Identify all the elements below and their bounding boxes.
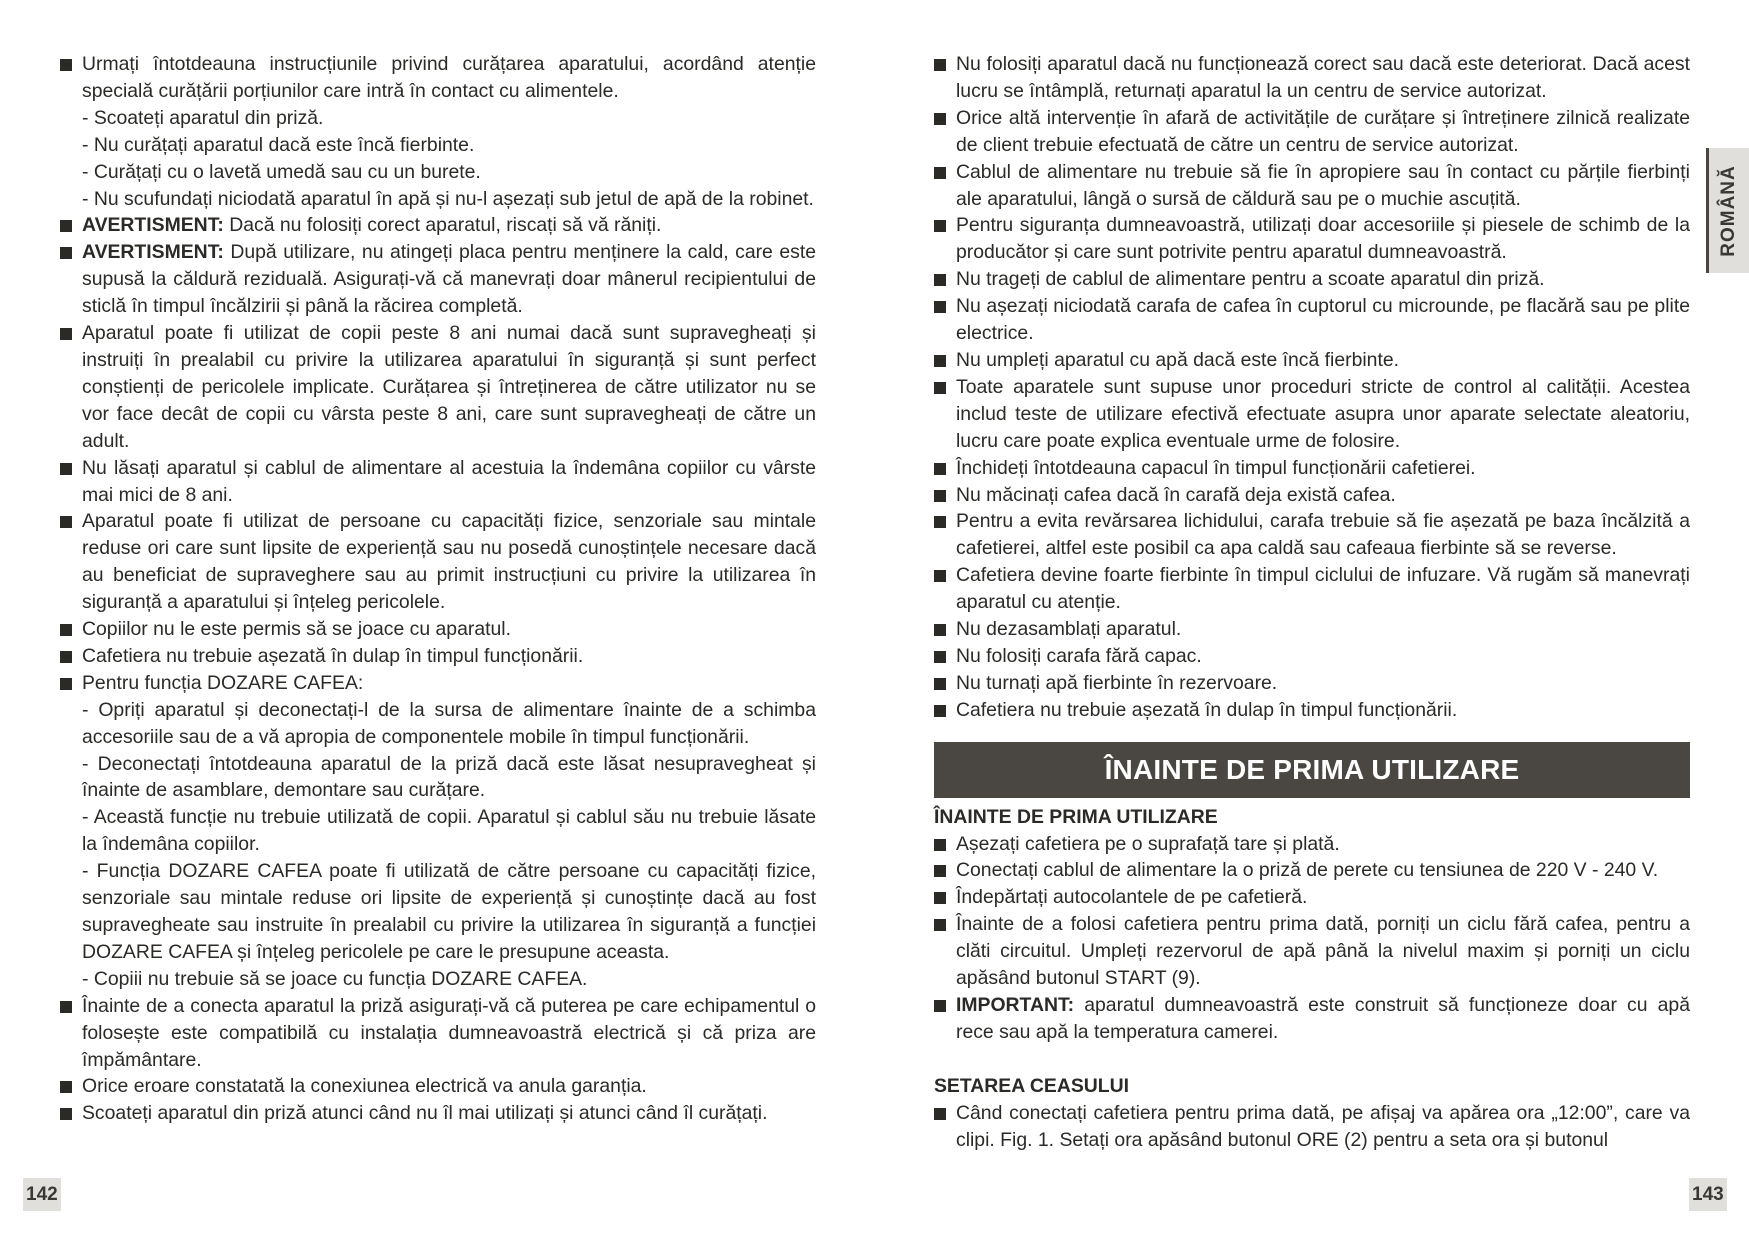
sub-item: - Nu curățați aparatul dacă este încă fierbinte.: [82, 133, 475, 156]
page-number-left: 142: [23, 1178, 61, 1211]
square-bullet-icon: [60, 516, 72, 528]
item-text: Orice altă intervenție în afară de activitățile de curățare și întreținere zilnică realizate de client trebuie efectuată de către un centru de service autorizat.: [956, 106, 1690, 156]
bullet-item: [934, 643, 1690, 670]
left-page-column: [60, 51, 816, 1127]
square-bullet-icon: [934, 919, 946, 931]
bullet-item: [934, 670, 1690, 697]
square-bullet-icon: [934, 274, 946, 286]
square-bullet-icon: [934, 355, 946, 367]
page-number-right: 143: [1689, 1178, 1727, 1211]
item-text: Când conectați cafetiera pentru prima dată, pe afișaj va apărea ora „12:00”, care va clipi. Fig. 1. Setați ora apăsând butonul ORE (2) pentru a seta ora și butonul: [956, 1101, 1690, 1151]
bullet-item: [60, 1100, 816, 1127]
item-text: Nu folosiți carafa fără capac.: [956, 644, 1202, 667]
item-text: Urmați întotdeauna instrucțiunile privind curățarea aparatului, acordând atenție specială curățării porțiunilor care intră în contact cu alimentele.: [82, 53, 816, 102]
square-bullet-icon: [934, 113, 946, 125]
item-text: După utilizare, nu atingeți placa pentru menținere la cald, care este supusă la căldură reziduală. Asigurați-vă că manevrați doar mânerul recipientului de sticlă în timpul încălzirii și până la răcirea completă.: [82, 241, 816, 318]
bullet-item: [934, 51, 1690, 105]
sub-item: - Curățați cu o lavetă umedă sau cu un burete.: [82, 160, 481, 183]
bullet-item: [934, 212, 1690, 266]
square-bullet-icon: [934, 839, 946, 851]
bullet-item: [60, 1073, 816, 1100]
subheading-before-first-use: ÎNAINTE DE PRIMA UTILIZARE: [934, 805, 1218, 828]
bullet-item: [934, 1100, 1690, 1154]
bullet-item: [934, 697, 1690, 724]
square-bullet-icon: [934, 516, 946, 528]
bullet-item: [934, 482, 1690, 509]
subheading-clock-setting: SETAREA CEASULUI: [934, 1074, 1129, 1097]
item-text: Conectați cablul de alimentare la o priză de perete cu tensiunea de 220 V - 240 V.: [956, 859, 1659, 882]
item-text: Nu așezați niciodată carafa de cafea în cuptorul cu microunde, pe flacără sau pe plite electrice.: [956, 295, 1690, 345]
bullet-item: [934, 293, 1690, 347]
item-text: Nu trageți de cablul de alimentare pentru a scoate aparatul din priză.: [956, 268, 1545, 291]
bullet-item: [60, 455, 816, 509]
sub-item: - Scoateți aparatul din priză.: [82, 106, 324, 129]
item-text: Pentru siguranța dumneavoastră, utilizați doar accesoriile și piesele de schimb de la producător și care sunt potrivite pentru aparatul dumneavoastră.: [956, 214, 1690, 264]
item-text: Cablul de alimentare nu trebuie să fie în apropiere sau în contact cu părțile fierbinți ale aparatului, lângă o sursă de căldură sau pe o muchie ascuțită.: [956, 160, 1690, 210]
right-page-column: [934, 51, 1690, 1154]
square-bullet-icon: [60, 328, 72, 340]
square-bullet-icon: [934, 301, 946, 313]
square-bullet-icon: [934, 59, 946, 71]
square-bullet-icon: [934, 382, 946, 394]
square-bullet-icon: [60, 247, 72, 259]
bullet-item: [60, 670, 816, 697]
bullet-item: [934, 374, 1690, 455]
square-bullet-icon: [934, 651, 946, 663]
square-bullet-icon: [934, 490, 946, 502]
square-bullet-icon: [934, 1108, 946, 1120]
warning-label: AVERTISMENT:: [82, 214, 224, 237]
item-text: Înainte de a conecta aparatul la priză asigurați-vă că puterea pe care echipamentul o folosește este compatibilă cu instalația dumneavoastră electrică și că priza are împământare.: [82, 994, 816, 1071]
item-text: Nu turnați apă fierbinte în rezervoare.: [956, 671, 1278, 694]
sub-item: - Opriți aparatul și deconectați-l de la sursa de alimentare înainte de a schimba accesoriile sau de a vă apropia de componentele mobile în timpul funcționării.: [82, 698, 816, 748]
first-use-list: [934, 831, 1690, 1046]
sub-item: - Nu scufundați niciodată aparatul în apă și nu-l așezați sub jetul de apă de la robinet.: [82, 187, 814, 210]
sub-item: - Deconectați întotdeauna aparatul de la priză dacă este lăsat nesupravegheat și înainte de asamblare, demontare sau curățare.: [82, 752, 816, 802]
item-text: Dacă nu folosiți corect aparatul, riscați să vă răniți.: [223, 214, 662, 237]
item-text: Așezați cafetiera pe o suprafață tare și plată.: [956, 832, 1340, 855]
square-bullet-icon: [60, 463, 72, 475]
item-text: Aparatul poate fi utilizat de persoane cu capacități fizice, senzoriale sau mintale reduse ori care sunt lipsite de experiență sau nu posedă cunoștințele necesare dacă au beneficiat de supraveghere sau au primit instrucțiuni cu privire la utilizarea în siguranță a aparatului și înțeleg pericolele.: [82, 510, 816, 614]
square-bullet-icon: [60, 220, 72, 232]
square-bullet-icon: [60, 678, 72, 690]
item-text: Toate aparatele sunt supuse unor proceduri stricte de control al calității. Acestea includ teste de utilizare efectivă efectuate asupra unor aparate selectate aleatoriu, lucru care poate explica eventuale urme de folosire.: [956, 375, 1690, 452]
clock-setting-list: [934, 1100, 1690, 1154]
bullet-item: [934, 831, 1690, 858]
item-text: Pentru a evita revărsarea lichidului, carafa trebuie să fie așezată pe baza încălzită a cafetierei, altfel este posibil ca apa caldă sau cafeaua fierbinte să se reverse.: [956, 510, 1690, 560]
item-text: Cafetiera nu trebuie așezată în dulap în timpul funcționării.: [956, 698, 1458, 721]
square-bullet-icon: [934, 678, 946, 690]
bullet-item: [934, 992, 1690, 1046]
square-bullet-icon: [934, 167, 946, 179]
bullet-item: [60, 239, 816, 320]
item-text: Nu umpleți aparatul cu apă dacă este încă fierbinte.: [956, 348, 1400, 371]
square-bullet-icon: [934, 892, 946, 904]
bullet-item: [934, 911, 1690, 992]
warning-label: AVERTISMENT:: [82, 241, 224, 264]
section-banner: ÎNAINTE DE PRIMA UTILIZARE: [934, 742, 1690, 798]
item-text: aparatul dumneavoastră este construit să funcționeze doar cu apă rece sau apă la temperatura camerei.: [956, 994, 1690, 1043]
square-bullet-icon: [60, 1001, 72, 1013]
bullet-item: [934, 562, 1690, 616]
bullet-item: [934, 616, 1690, 643]
bullet-item: [934, 347, 1690, 374]
item-text: Copiilor nu le este permis să se joace cu aparatul.: [82, 618, 511, 641]
square-bullet-icon: [934, 220, 946, 232]
item-text: Înainte de a folosi cafetiera pentru prima dată, porniți un ciclu fără cafea, pentru a clăti circuitul. Umpleți rezervorul de apă până la nivelul maxim și porniți un ciclu apăsând butonul START (9).: [956, 913, 1690, 990]
sub-item: - Copiii nu trebuie să se joace cu funcția DOZARE CAFEA.: [82, 967, 588, 990]
item-text: Nu măcinați cafea dacă în carafă deja există cafea.: [956, 483, 1396, 506]
square-bullet-icon: [934, 624, 946, 636]
warning-label: IMPORTANT:: [956, 994, 1075, 1016]
item-text: Scoateți aparatul din priză atunci când nu îl mai utilizați și atunci când îl curățați.: [82, 1102, 768, 1125]
bullet-item: [60, 993, 816, 1074]
square-bullet-icon: [934, 570, 946, 582]
item-text: Nu dezasamblați aparatul.: [956, 618, 1182, 641]
square-bullet-icon: [60, 624, 72, 636]
bullet-item: [934, 159, 1690, 213]
bullet-item: [934, 884, 1690, 911]
item-text: Cafetiera devine foarte fierbinte în timpul ciclului de infuzare. Vă rugăm să manevrați aparatul cu atenție.: [956, 564, 1690, 614]
safety-list: [934, 51, 1690, 724]
item-text: Nu lăsați aparatul și cablul de alimentare al acestuia la îndemâna copiilor cu vârste mai mici de 8 ani.: [82, 456, 816, 506]
item-text: Pentru funcția DOZARE CAFEA:: [82, 671, 364, 694]
square-bullet-icon: [934, 705, 946, 717]
bullet-item: [934, 455, 1690, 482]
item-text: Aparatul poate fi utilizat de copii peste 8 ani numai dacă sunt supravegheați și instruiți în prealabil cu privire la utilizarea aparatului în siguranță și sunt perfect conștienți de pericolele implicate. Curățarea și întreținerea de către utilizator nu se vor face decât de copii cu vârsta peste 8 ani, care sunt supravegheați de către un adult.: [82, 322, 816, 452]
square-bullet-icon: [60, 1081, 72, 1093]
item-text: Îndepărtați autocolantele de pe cafetieră.: [956, 886, 1308, 909]
language-tab-label: ROMÂNĂ: [1718, 164, 1739, 257]
item-text: Nu folosiți aparatul dacă nu funcționează corect sau dacă este deteriorat. Dacă acest lucru se întâmplă, returnați aparatul la un centru de service autorizat.: [956, 53, 1690, 102]
bullet-item: [60, 212, 816, 239]
sub-item: - Funcția DOZARE CAFEA poate fi utilizată de către persoane cu capacități fizice, senzoriale sau mintale reduse ori lipsite de experiență și cunoștințe dacă au fost supravegheate sau instruite în prealabil cu privire la utilizarea în siguranță a funcției DOZARE CAFEA și înțeleg pericolele pe care le presupune aceasta.: [82, 860, 816, 963]
item-text: Cafetiera nu trebuie așezată în dulap în timpul funcționării.: [82, 644, 584, 667]
square-bullet-icon: [60, 1108, 72, 1120]
language-tab: [1706, 148, 1749, 273]
bullet-item: [934, 508, 1690, 562]
square-bullet-icon: [934, 463, 946, 475]
item-text: Închideți întotdeauna capacul în timpul funcționării cafetierei.: [956, 456, 1476, 479]
bullet-item: [60, 51, 816, 105]
bullet-item: [60, 643, 816, 670]
bullet-item: [60, 616, 816, 643]
bullet-item: [934, 105, 1690, 159]
bullet-item: [934, 857, 1690, 884]
sub-item: - Această funcție nu trebuie utilizată de copii. Aparatul și cablul său nu trebuie lăsate la îndemâna copiilor.: [82, 806, 816, 856]
square-bullet-icon: [60, 59, 72, 71]
square-bullet-icon: [60, 651, 72, 663]
bullet-item: [60, 508, 816, 616]
square-bullet-icon: [934, 865, 946, 877]
bullet-item: [60, 320, 816, 455]
item-text: Orice eroare constatată la conexiunea electrică va anula garanția.: [82, 1075, 647, 1098]
bullet-item: [934, 266, 1690, 293]
square-bullet-icon: [934, 1000, 946, 1012]
